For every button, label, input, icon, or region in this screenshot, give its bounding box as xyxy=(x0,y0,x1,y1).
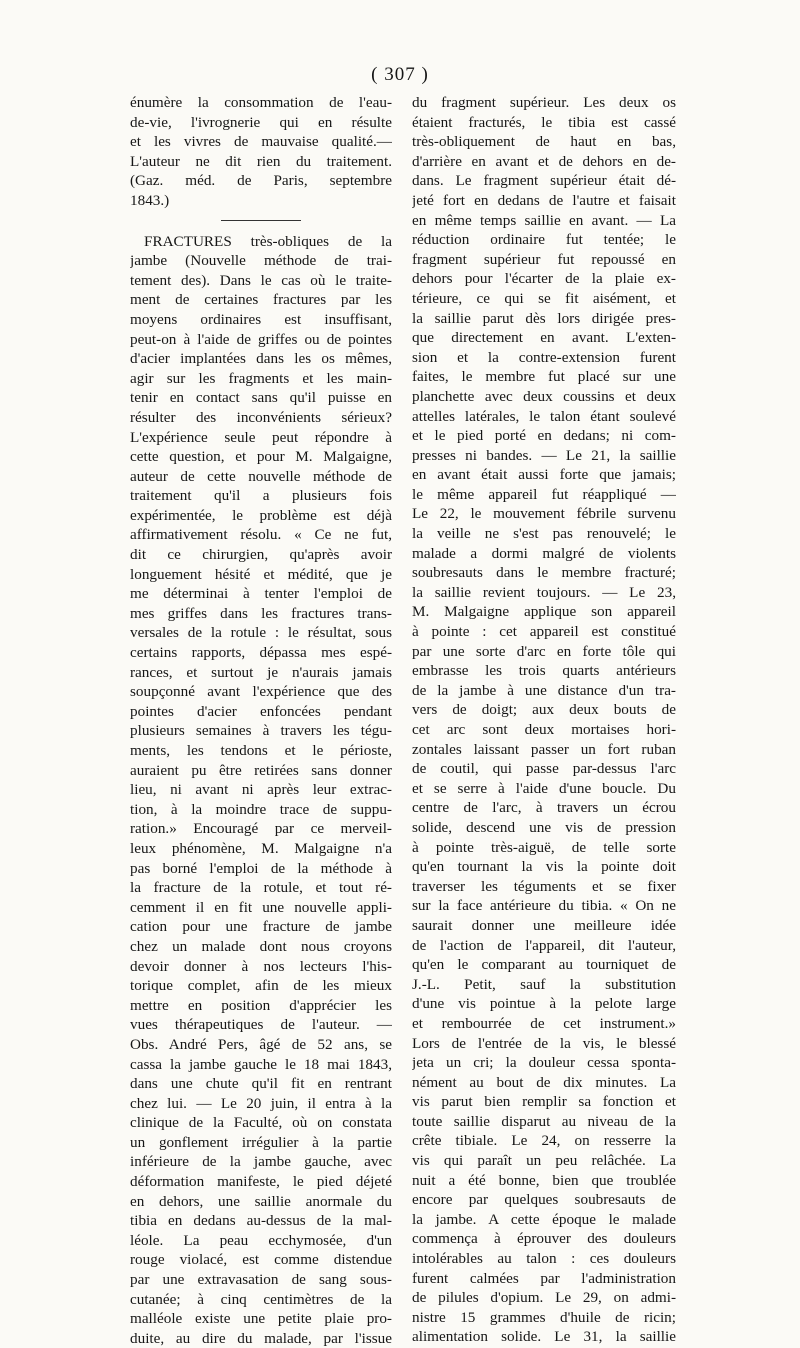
text-line: expérimentée, le problème est déjà xyxy=(130,506,392,524)
text-line: pointes d'acier enfoncées pendant xyxy=(130,702,392,720)
text-line: de coutil, qui passe par-dessus l'arc xyxy=(412,760,676,778)
text-line: dans. Le fragment supérieur était dé- xyxy=(412,172,676,190)
text-line: du fragment supérieur. Les deux os xyxy=(412,94,676,111)
text-line: inférieure de la jambe gauche, avec xyxy=(130,1153,392,1171)
text-line: nistre 15 grammes d'huile de ricin; xyxy=(412,1308,676,1326)
text-line: cation pour une fracture de jambe xyxy=(130,918,392,936)
text-line: commença à éprouver des douleurs xyxy=(412,1230,676,1248)
text-line: tement des). Dans le cas où le traite- xyxy=(130,271,392,289)
text-line: vues thérapeutiques de l'auteur. — xyxy=(130,1016,392,1034)
text-line: sion et la contre-extension furent xyxy=(412,348,676,366)
text-line: la veille ne s'est pas renouvelé; le xyxy=(412,525,676,543)
text-line: réduction ordinaire fut tentée; le xyxy=(412,231,676,249)
text-line: M. Malgaigne applique son appareil xyxy=(412,603,676,621)
text-line: de la jambe à une distance d'un tra- xyxy=(412,681,676,699)
text-line: encore par quelques soubresauts de xyxy=(412,1191,676,1209)
text-line: en dehors, une saillie anormale du xyxy=(130,1192,392,1210)
section-divider xyxy=(221,220,301,221)
text-line: Le 22, le mouvement fébrile survenu xyxy=(412,505,676,523)
text-line: certains rapports, dépassa mes espé- xyxy=(130,644,392,662)
text-line: par une extravasation de sang sous- xyxy=(130,1271,392,1289)
text-line: énumère la consommation de l'eau- xyxy=(130,94,392,111)
text-line: à pointe : cet appareil est constitué xyxy=(412,623,676,641)
text-line: jeté fort en dedans de l'autre et faisait xyxy=(412,191,676,209)
text-line: auteur de cette nouvelle méthode de xyxy=(130,467,392,485)
text-line: tibia en dedans au-dessus de la mal- xyxy=(130,1212,392,1230)
text-line: tion, à la moindre trace de suppu- xyxy=(130,800,392,818)
text-line: faites, le membre fut placé sur une xyxy=(412,368,676,386)
right-column xyxy=(412,93,676,1347)
text-line: nément au bout de dix minutes. La xyxy=(412,1073,676,1091)
text-line: fragment supérieur fut repoussé en xyxy=(412,250,676,268)
text-line: d'arrière en avant et de dehors en de- xyxy=(412,152,676,170)
text-line: 1843.) xyxy=(130,191,170,209)
text-line: zontales laissant passer un fort ruban xyxy=(412,740,676,758)
text-line: embrasse les trois quarts antérieurs xyxy=(412,662,676,680)
text-line: attelles latérales, le talon étant soulevé xyxy=(412,407,676,425)
text-line: auraient pu être retirées sans donner xyxy=(130,761,392,779)
text-line: pas borné l'emploi de la méthode à xyxy=(130,859,392,877)
text-line: et rembourrée de cet instrument.» xyxy=(412,1014,676,1032)
text-line: FRACTURES très-obliques de la xyxy=(144,232,392,250)
text-line: résulter des inconvénients sérieux? xyxy=(130,408,392,426)
text-line: longuement hésité et médité, que je xyxy=(130,565,392,583)
text-line: térieure, ce qui se fit aisément, et xyxy=(412,289,676,307)
text-line: torique complet, afin de les mieux xyxy=(130,977,392,995)
text-line: toute saillie disparut au niveau de la xyxy=(412,1112,676,1130)
text-line: en même temps saillie en avant. — La xyxy=(412,211,676,229)
text-line: clinique de la Faculté, où on constata xyxy=(130,1114,392,1132)
text-line: très-obliquement de haut en bas, xyxy=(412,133,676,151)
text-line: plusieurs semaines à travers les tégu- xyxy=(130,722,392,740)
text-line: de pilules d'opium. Le 29, on admi- xyxy=(412,1289,676,1307)
text-line: (Gaz. méd. de Paris, septembre xyxy=(130,172,392,190)
text-line: lieu, ni avant ni après leur extrac- xyxy=(130,781,392,799)
text-line: peut-on à l'aide de griffes ou de pointes xyxy=(130,330,392,348)
text-line: jeta un cri; la douleur cessa sponta- xyxy=(412,1054,676,1072)
text-line: rouge violacé, est comme distendue xyxy=(130,1251,392,1269)
text-line: sur la face antérieure du tibia. « On ne xyxy=(412,897,676,915)
text-line: presses ni bandes. — Le 21, la saillie xyxy=(412,446,676,464)
text-line: rances, et surtout je n'aurais jamais xyxy=(130,663,392,681)
text-line: agir sur les fragments et les main- xyxy=(130,369,392,387)
text-line: ments, les tendons et le périoste, xyxy=(130,742,392,759)
text-line: la saillie parut dès lors dirigée pres- xyxy=(412,309,676,327)
text-line: mes griffes dans les fractures trans- xyxy=(130,604,392,622)
text-line: et le pied porté en dedans; ni com- xyxy=(412,427,676,445)
text-line: dit ce chirurgien, qu'après avoir xyxy=(130,546,392,564)
text-line: chez un malade dont nous croyons xyxy=(130,937,392,955)
text-line: L'auteur ne dit rien du traitement. xyxy=(130,152,392,170)
text-line: moyens ordinaires est insuffisant, xyxy=(130,310,392,328)
text-line: duite, au dire du malade, par l'issue xyxy=(130,1329,392,1347)
text-line: déformation manifeste, le pied déjeté xyxy=(130,1173,392,1191)
text-line: Obs. André Pers, âgé de 52 ans, se xyxy=(130,1035,392,1053)
text-line: tenir en contact sans qu'il puisse en xyxy=(130,389,392,407)
text-line: crête tibiale. Le 24, on resserre la xyxy=(412,1132,676,1150)
text-line: par une sorte d'arc en forte tôle qui xyxy=(412,642,676,660)
text-line: cemment il en fit une nouvelle appli- xyxy=(130,898,392,916)
text-line: jambe (Nouvelle méthode de trai- xyxy=(130,252,392,270)
text-line: la jambe. A cette époque le malade xyxy=(412,1210,676,1228)
text-line: qu'en tournant la vis la pointe doit xyxy=(412,858,676,876)
text-line: le même appareil fut réappliqué — xyxy=(412,485,676,503)
text-line: alimentation solide. Le 31, la saillie xyxy=(412,1328,676,1346)
text-line: léole. La peau ecchymosée, d'un xyxy=(130,1231,392,1249)
text-line: J.-L. Petit, sauf la substitution xyxy=(412,975,676,993)
text-line: cette question, et pour M. Malgaigne, xyxy=(130,448,392,466)
text-line: et les vivres de mauvaise qualité.— xyxy=(130,133,392,151)
left-column xyxy=(130,93,392,1348)
text-line: chez lui. — Le 20 juin, il entra à la xyxy=(130,1094,392,1112)
text-line: ration.» Encouragé par ce merveil- xyxy=(130,820,392,838)
text-line: cet arc sont deux mortaises hori- xyxy=(412,721,676,738)
text-line: de-vie, l'ivrognerie qui en résulte xyxy=(130,113,392,131)
text-line: intolérables au talon : ces douleurs xyxy=(412,1250,676,1268)
text-line: centre de l'arc, à travers un écrou xyxy=(412,799,676,817)
text-line: de l'action de l'appareil, dit l'auteur, xyxy=(412,936,676,954)
text-line: ment de certaines fractures par les xyxy=(130,291,392,309)
text-line: la fracture de la rotule, et tout ré- xyxy=(130,879,392,897)
text-line: affirmativement résolu. « Ce ne fut, xyxy=(130,526,392,544)
text-line: vis qui paraît un peu relâchée. La xyxy=(412,1152,676,1170)
text-line: saurait donner une meilleure idée xyxy=(412,916,676,934)
text-line: mettre en position d'apprécier les xyxy=(130,996,392,1014)
text-line: vis parut bien remplir sa fonction et xyxy=(412,1093,676,1111)
text-line: à pointe très-aiguë, de telle sorte xyxy=(412,838,676,856)
text-line: un gonflement irrégulier à la partie xyxy=(130,1133,392,1151)
text-line: solide, descend une vis de pression xyxy=(412,818,676,836)
text-line: cutanée; à cinq centimètres de la xyxy=(130,1290,392,1308)
text-line: versales de la rotule : le résultat, sous xyxy=(130,624,392,642)
text-line: la saillie revient toujours. — Le 23, xyxy=(412,583,676,601)
text-line: traverser les téguments et se fixer xyxy=(412,877,676,895)
text-line: devoir donner à nos lecteurs l'his- xyxy=(130,957,392,975)
text-line: traitement qu'il a plusieurs fois xyxy=(130,487,392,505)
text-line: soubresauts dans le membre fracturé; xyxy=(412,564,676,582)
page-number: ( 307 ) xyxy=(371,64,429,85)
text-line: leux phénomène, M. Malgaigne n'a xyxy=(130,839,392,857)
text-line: vers de doigt; aux deux bouts de xyxy=(412,701,676,719)
text-line: nuit a été bonne, bien que troublée xyxy=(412,1171,676,1189)
text-line: Lors de l'entrée de la vis, le blessé xyxy=(412,1034,676,1052)
text-line: me déterminai à tenter l'emploi de xyxy=(130,585,392,603)
text-line: d'acier implantées dans les os mêmes, xyxy=(130,350,392,368)
text-line: dehors pour l'écarter de la plaie ex- xyxy=(412,270,676,288)
text-line: qu'en le comparant au tourniquet de xyxy=(412,956,676,974)
text-line: furent calmées par l'administration xyxy=(412,1269,676,1287)
text-line: dans une chute qu'il fit en rentrant xyxy=(130,1075,392,1093)
text-line: que directement en avant. L'exten- xyxy=(412,329,676,347)
text-line: malade a dormi malgré de violents xyxy=(412,544,676,562)
text-line: d'une vis pointue à la pelote large xyxy=(412,995,676,1013)
text-line: en avant était aussi forte que jamais; xyxy=(412,466,676,484)
text-line: L'expérience seule peut répondre à xyxy=(130,428,392,446)
text-line: et se serre à l'aide d'une boucle. Du xyxy=(412,779,676,797)
text-line: malléole existe une petite plaie pro- xyxy=(130,1310,392,1328)
text-line: soupçonné avant l'expérience que des xyxy=(130,683,392,701)
text-line: planchette avec deux coussins et deux xyxy=(412,387,676,405)
text-line: étaient fracturés, le tibia est cassé xyxy=(412,113,676,131)
text-line: cassa la jambe gauche le 18 mai 1843, xyxy=(130,1055,392,1073)
